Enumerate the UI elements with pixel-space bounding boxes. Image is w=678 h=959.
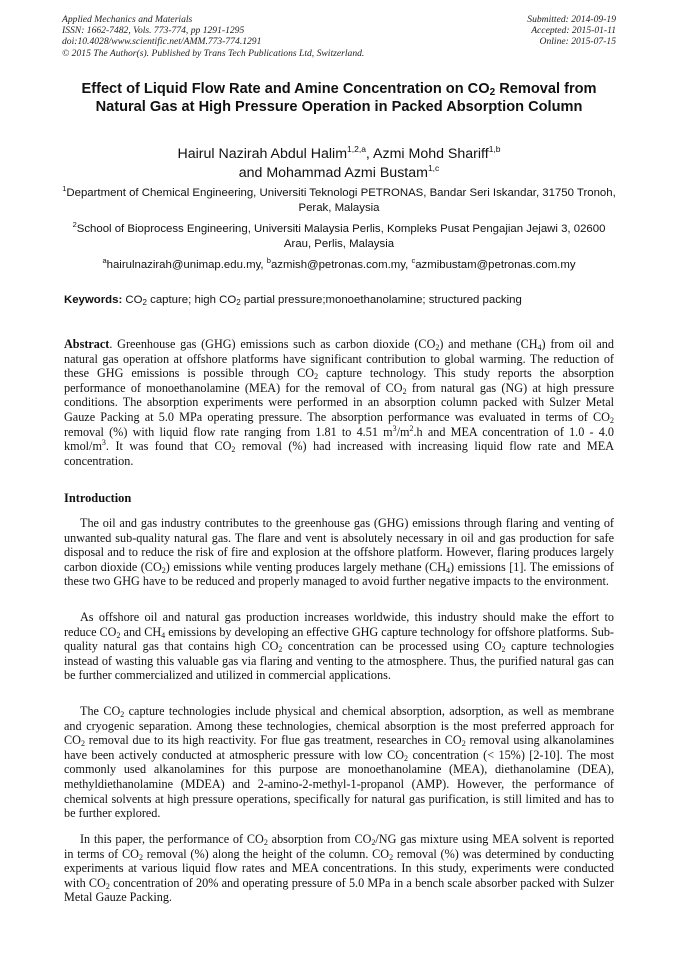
journal-header-right [527,14,616,48]
journal-name: Applied Mechanics and Materials [62,14,193,25]
submitted-date: Submitted: 2014-09-19 [527,14,616,25]
intro-paragraph-3: The $CO_2$ capture technologies include physical and chemical absorption, adsorption, as well as membrane and cryogenic separation. Among these technologies, chemical absorption is the most preferred approach for $CO_2$ removal due to its high reactivity. For flue gas treatment, researches in $CO_2$ removal using alkanolamines have been actively conducted at atmospheric pressure with low $CO_2$ concentration (< 15%) [2-10]. The most commonly used alkanolamines for this purpose are monoethanolamine (MEA), diethanolamine (DEA), methyldiethanolamine (MDEA) and 2-amino-2-methyl-1-propanol (AMP). However, the performance of chemical solvents at high pressure operations, specifically for natural gas purification, is still limited and has to be further explored. [64,704,614,821]
keywords-label: Keywords: [64,294,123,306]
keywords: Keywords: $CO_2$ capture; high $CO_2$ partial pressure;monoethanolamine; structured packing [64,294,522,307]
copyright-line: © 2015 The Author(s). Published by Trans Tech Publications Ltd, Switzerland. [62,47,365,59]
paper-title: Effect of Liquid Flow Rate and Amine Concentration on $CO_2$ Removal from Natural Gas at High Pressure Operation in Packed Absorption Column [81,81,597,115]
email-c[interactable]: azmibustam@petronas.com.my [415,259,576,271]
journal-header-left [62,14,364,59]
email-a[interactable]: hairulnazirah@unimap.edu.my, [106,259,267,271]
author-1: Hairul Nazirah Abdul Halim [177,146,348,162]
intro-paragraph-2: As offshore oil and natural gas production increases worldwide, this industry should make the effort to reduce $CO_2$ and $CH_4$ emissions by developing an effective GHG capture technology for offshore platforms. Sub-quality natural gas that contains high $CO_2$ concentration can be processed using $CO_2$ capture technologies instead of wasting this valuable gas via flaring and venting to the atmosphere. Thus, the purified natural gas can be further commercialized and utilized in commercial applications. [64,610,615,683]
online-date: Online: 2015-07-15 [539,36,616,48]
issn-line: ISSN: 1662-7482, Vols. 773-774, pp 1291-1295 [62,25,245,37]
abstract-label: Abstract [64,337,110,351]
intro-paragraph-1: The oil and gas industry contributes to the greenhouse gas (GHG) emissions through flaring and venting of unwanted sub-quality natural gas. The flare and vent is absolutely necessary in oil and gas production for safe disposal and to reduce the risk of fire and explosion at the offshore platform. However, flaring produces largely carbon dioxide $(CO_2)$ emissions while venting produces largely methane $(CH_4)$ emissions [1]. The emissions of these two GHG have to be reduced and properly managed to avoid further negative impacts to the environment. [64,516,614,589]
author-list: Hairul Nazirah Abdul Halim$^{1,2,a}$, Azmi Mohd Shariff$^{1,b}$ and Mohammad Azmi Bustam$^{1,c}$ [177,144,501,181]
affiliation-1: $^1$Department of Chemical Engineering, Universiti Teknologi PETRONAS, Bandar Seri Iskandar, 31750 Tronoh, Perak, Malaysia [62,184,616,214]
accepted-date: Accepted: 2015-01-11 [531,25,616,37]
section-heading-introduction: Introduction [64,491,132,505]
author-emails: $^a$hairulnazirah@unimap.edu.my, $^b$azmish@petronas.com.my, $^c$azmibustam@petronas.com.my [102,256,576,271]
affiliation-2: $^2$School of Bioprocess Engineering, Universiti Malaysia Perlis, Kompleks Pusat Pengajian Jejawi 3, 02600 Arau, Perlis, Malaysia [72,220,606,250]
intro-paragraph-4: In this paper, the performance of $CO_2$ absorption from $CO_2/NG$ gas mixture using MEA solvent is reported in terms of $CO_2$ removal (%) along the height of the column. $CO_2$ removal (%) was determined by conducting experiments at various liquid flow rates and MEA concentrations. In this study, experiments were conducted with $CO_2$ concentration of 20% and operating pressure of 5.0 MPa in a bench scale absorber packed with Sulzer Metal Gauze Packing. [64,832,614,905]
abstract: Abstract. Greenhouse gas (GHG) emissions such as carbon dioxide $(CO_2)$ and methane $(CH_4)$ from oil and natural gas operation at offshore platforms have significant contribution to global warming. The reduction of these GHG emissions is possible through $CO_2$ capture technology. This study reports the absorption performance of monoethanolamine (MEA) for the removal of $CO_2$ from natural gas (NG) at high pressure conditions. The absorption experiments were performed in an absorption column packed with Sulzer Metal Gauze Packing at 5.0 MPa operating pressure. The absorption performance was evaluated in terms of $CO_2$ removal (%) with liquid flow rate ranging from 1.81 to 4.51 $m^3/m^2.h$ and MEA concentration of 1.0 - 4.0 kmol/$m^3$. It was found that $CO_2$ removal (%) had increased with increasing liquid flow rate and MEA concentration. [64,337,615,468]
email-b[interactable]: azmish@petronas.com.my, [270,259,412,271]
author-3: Mohammad Azmi Bustam [266,165,428,181]
doi-line: doi:10.4028/www.scientific.net/AMM.773-774.1291 [62,36,262,48]
author-2: Azmi Mohd Shariff [373,146,489,162]
